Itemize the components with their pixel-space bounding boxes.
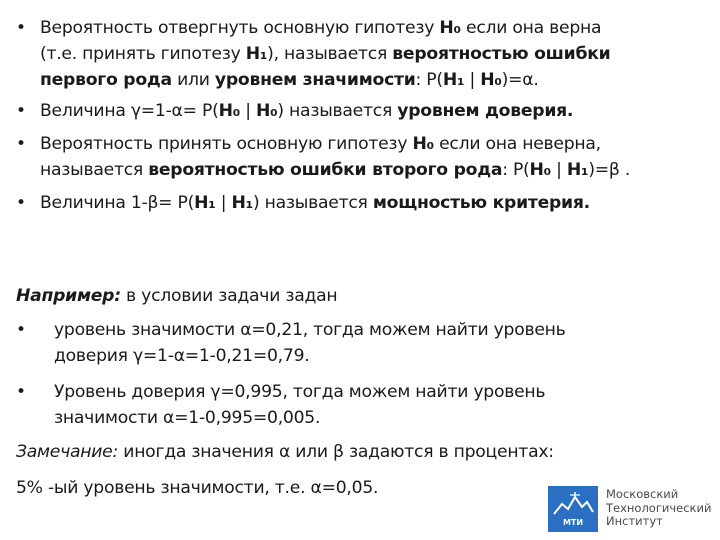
text-run: в условии задачи задан: [120, 286, 338, 306]
text-run: вероятностью ошибки: [392, 44, 611, 64]
text-run: ) называется: [252, 193, 373, 213]
text-run: если она верна: [460, 18, 602, 38]
definition-4-line-1: [40, 191, 590, 215]
text-run: значимости α=1-0,995=0,005.: [54, 408, 321, 428]
example-section: [0, 284, 720, 504]
example-item-1-line-2: [54, 344, 309, 368]
definition-2-line-1: [40, 99, 573, 123]
logo-line-1: Московский: [606, 487, 679, 501]
text-run: Замечание:: [16, 442, 119, 462]
bullet: •: [16, 382, 26, 402]
bullet: •: [16, 193, 26, 213]
text-run: H₁: [442, 70, 465, 90]
definition-3-line-1: [40, 132, 601, 156]
text-run: (т.е. принять гипотезу: [40, 44, 246, 64]
logo-emblem: [548, 486, 598, 532]
example-item-1-line-1: [54, 318, 566, 342]
definition-3-line-2: [40, 158, 630, 182]
institute-logo: [548, 486, 718, 534]
text-run: иногда значения α или β задаются в процентах:: [118, 442, 554, 462]
text-run: |: [550, 160, 567, 180]
text-run: H₀: [255, 101, 278, 121]
text-run: : P(: [415, 70, 443, 90]
text-run: |: [239, 101, 256, 121]
text-run: H₀: [439, 18, 461, 38]
example-item-2-line-1: [54, 380, 545, 404]
text-run: вероятностью ошибки второго рода: [148, 160, 503, 180]
text-run: ) называется: [277, 101, 398, 121]
logo-abbr: МТИ: [562, 518, 584, 527]
text-run: Вероятность отвергнуть основную гипотезу: [40, 18, 440, 38]
text-run: )=β .: [588, 160, 631, 180]
example-intro: [16, 284, 337, 308]
text-run: уровень значимости α=0,21, тогда можем найти уровень: [54, 320, 566, 340]
text-run: ), называется: [267, 44, 393, 64]
definitions-list: [0, 16, 720, 241]
bullet: •: [16, 134, 26, 154]
text-run: H₀: [218, 101, 240, 121]
text-run: : P(: [502, 160, 530, 180]
bullet: •: [16, 101, 26, 121]
text-run: |: [215, 193, 232, 213]
text-run: называется: [40, 160, 149, 180]
text-run: Величина 1-β= P(: [40, 193, 195, 213]
text-run: H₀: [529, 160, 551, 180]
text-run: Например:: [16, 286, 121, 306]
text-run: H₁: [194, 193, 216, 213]
text-run: )=α.: [501, 70, 539, 90]
logo-line-3: Институт: [606, 514, 663, 528]
text-run: H₁: [566, 160, 589, 180]
text-run: |: [464, 70, 481, 90]
text-run: мощностью критерия.: [372, 193, 590, 213]
text-run: H₀: [412, 134, 434, 154]
text-run: H₀: [480, 70, 502, 90]
text-run: уровнем доверия.: [397, 101, 574, 121]
bullet: •: [16, 18, 26, 38]
example-item-2-line-2: [54, 406, 320, 430]
text-run: если она неверна,: [433, 134, 601, 154]
text-run: Величина γ=1-α= P(: [40, 101, 219, 121]
final-line: [16, 476, 378, 500]
text-run: Вероятность принять основную гипотезу: [40, 134, 413, 154]
logo-line-2: Технологический: [606, 500, 712, 515]
bullet: •: [16, 320, 26, 340]
text-run: H₁: [245, 44, 268, 64]
text-run: Уровень доверия γ=0,995, тогда можем найти уровень: [54, 382, 546, 402]
text-run: 5% -ый уровень значимости, т.е. α=0,05.: [16, 478, 379, 498]
definition-1-line-2: [40, 42, 610, 66]
text-run: или: [171, 70, 215, 90]
remark-line: [16, 440, 554, 464]
definition-1-line-3: [40, 68, 539, 92]
text-run: доверия γ=1-α=1-0,21=0,79.: [54, 346, 310, 366]
text-run: уровнем значимости: [214, 70, 416, 90]
text-run: H₁: [231, 193, 253, 213]
definition-1-line-1: [40, 16, 601, 40]
logo-text: [606, 488, 711, 529]
text-run: первого рода: [40, 70, 172, 90]
